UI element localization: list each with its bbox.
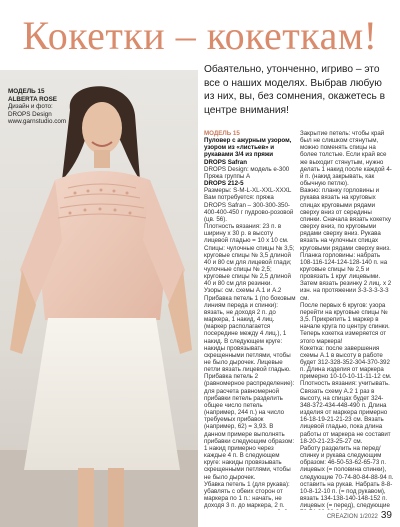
photo-caption xyxy=(8,88,118,126)
caption-name: ALBERTA ROSE xyxy=(8,95,57,103)
model-photo xyxy=(0,70,198,527)
col1-paragraph: Размеры: S-M-L-XL-XXL-XXXL Вам потребуется: пряжа DROPS Safran – 300-300-350-400-400-450 г пудрово-розовой (цв. 56). Плотность вязания: 23 п. в ширину х 30 р. в высоту лицевой гладью = 10 х 10 см. Спицы: чулочные спицы № 3,5; круговые спицы № 3,5 длиной 40 и 80 см для лицевой глади; чулочные спицы № 2,5; круговые спицы № 2,5 длиной 40 и 80 см для резинки. xyxy=(204,187,295,288)
pattern-column-1 xyxy=(204,130,296,510)
col2-paragraph: Планка горловины: набрать 108-116-124-124-128-140 п. на круговые спицы № 2,5 и провязать 1 круг лицевыми. Затем вязать резинку 2 лиц. х 2 изн. на протяжении 3-3-3-3-3-3 см. После первых 6 кругов: узора перейти на круговые спицы № 3,5. Прикрепить 1 маркер в начале круга по центру спинки. Теперь кокетка измеряется от этого маркера! Кокетка: после завершения схемы А.1 в высоту в работе будет 312-328-352-304-370-392 п. Длина изделия от маркера примерно 10-10-10-11-11-12 см. Плотность вязания: учитывать. xyxy=(300,251,392,388)
page-footer xyxy=(327,510,392,521)
intro-text: Обаятельно, утонченно, игриво – это все о наших моделях. Выбрав любую из них, вы, без сомнения, окажетесь в центре внимания! xyxy=(204,64,386,116)
col2-paragraph: Закрытие петель: чтобы край был не слишком стянутым, можно поменять спицы на более толстые. Если край все же выходит стянутым, нужно делать 1 накид после каждой 4-й п. (накид закрывать, как обычную петлю). xyxy=(300,130,392,188)
caption-company: DROPS Design xyxy=(8,110,52,118)
magazine-name: CREAZION 1/2022 xyxy=(326,514,378,520)
model-photo-illustration xyxy=(0,70,198,527)
col2-paragraph: Важно: планку горловины и рукава вязать на круговых спицах круговыми рядами сверху вниз от середины спинки. Сначала вязать кокетку сверху вниз, по круговыми рядами сверху вниз. Рукава вязать на чулочных спицах круговыми рядами сверху вниз. xyxy=(300,187,391,252)
caption-model: МОДЕЛЬ 15 xyxy=(8,88,45,95)
page-title: Кокетки – кокеткам! xyxy=(22,13,378,58)
page-number: 39 xyxy=(380,510,392,521)
col1-paragraph: МОДЕЛЬ 15 xyxy=(204,130,240,137)
col1-paragraph: DROPS 212-5 xyxy=(204,180,244,188)
col1-paragraph: DROPS Design: модель e-300 Пряжа группы А xyxy=(204,165,290,180)
col2-paragraph: Связать схему А.2 1 раз в высоту, на спицах будет 324-348-372-434-448-490 п. Длина изделия от маркера примерно 16-18-19-21-21-23 см. Вязать лицевой гладью, пока длина работы от маркера не составит 18-20-21-23-25-27 см. Работу разделить на перед/спинку и рукава следующим образом: 46-50-53-62-65-73 п. лицевых (= половина спинки), следующие 70-74-80-84-88-94 п. оставить на рукав. Набрать 8-8-10-8-12-10 п. (= под рукавом), вязать 134-138-140-148-152 п. лицевых (= перед), следующие xyxy=(300,387,394,510)
pattern-column-2 xyxy=(300,130,394,510)
col1-paragraph: Узоры: см. схемы А.1 и А.2 Прибавка петель 1 (по боковым линиям переда и спинки): вязать, не доходя 2 п. до маркера, 1 накид, 4 лиц. (маркер располагается посередине между 4 лиц.), 1 накид. В следующем круге: накиды провязывать скрещенными петлями, чтобы не было дырочек. Лицевые петли вязать лицевой гладью. Прибавка петель 2 (равномерное распределение): для расчета равномерной прибавки петель разделить общее число петель (например, 244 п.) на число требуемых прибавок (например, 62) = 3,93. В данном примере выполнять прибавки следующим образом: 1 накид примерно через каждые 4 п. В следующем круге: накиды провязывать скрещенными петлями, чтобы не было дырочек. Убавка петель 1 (для рукава): убавлять с обеих сторон от маркера по 1 п.: начать, не доходя 3 п. до маркера, 2 п. xyxy=(204,287,296,510)
col1-paragraph: Пуловер с ажурным узором, узором из «листьев» и рукавами 3/4 из пряжи DROPS Safran xyxy=(204,137,292,166)
caption-credit: Дизайн и фото: xyxy=(8,103,53,111)
caption-url: www.garnstudio.com xyxy=(8,118,67,126)
